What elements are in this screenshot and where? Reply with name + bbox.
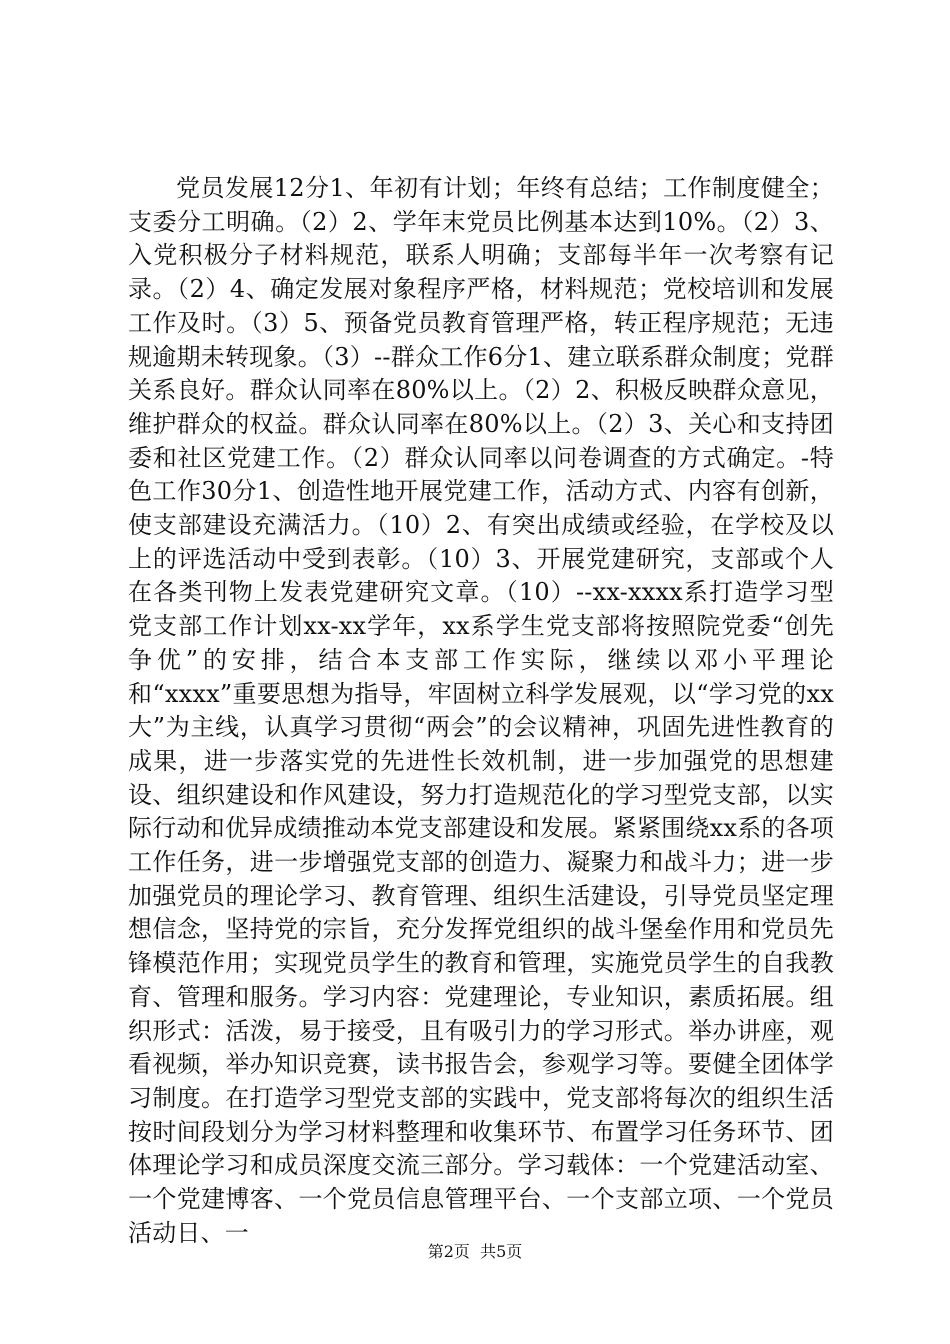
page-footer bbox=[0, 1242, 950, 1262]
page-number: 第2页 共5页 bbox=[427, 1242, 523, 1261]
body-paragraph: 党员发展12分1、年初有计划；年终有总结；工作制度健全；支委分工明确。（2）2、学年末党员比例基本达到10%。（2）3、入党积极分子材料规范，联系人明确；支部每半年一次考察有记录。（2）4、确定发展对象程序严格，材料规范；党校培训和发展工作及时。（3）5、预备党员教育管理严格，转正程序规范；无违规逾期未转现象。（3）--群众工作6分1、建立联系群众制度；党群关系良好。群众认同率在80%以上。（2）2、积极反映群众意见，维护群众的权益。群众认同率在80%以上。（2）3、关心和支持团委和社区党建工作。（2）群众认同率以问卷调查的方式确定。-特色工作30分1、创造性地开展党建工作，活动方式、内容有创新，使支部建设充满活力。（10）2、有突出成绩或经验，在学校及以上的评选活动中受到表彰。（10）3、开展党建研究，支部或个人在各类刊物上发表党建研究文章。（10）--xx-xxxx系打造学习型党支部工作计划xx-xx学年，xx系学生党支部将按照院党委“创先争优”的安排，结合本支部工作实际，继续以邓小平理论和“xxxx”重要思想为指导，牢固树立科学发展观，以“学习党的xx大”为主线，认真学习贯彻“两会”的会议精神，巩固先进性教育的成果，进一步落实党的先进性长效机制，进一步加强党的思想建设、组织建设和作风建设，努力打造规范化的学习型党支部，以实际行动和优异成绩推动本党支部建设和发展。紧紧围绕xx系的各项工作任务，进一步增强党支部的创造力、凝聚力和战斗力；进一步加强党员的理论学习、教育管理、组织生活建设，引导党员坚定理想信念，坚持党的宗旨，充分发挥党组织的战斗堡垒作用和党员先锋模范作用；实现党员学生的教育和管理，实施党员学生的自我教育、管理和服务。学习内容：党建理论，专业知识，素质拓展。组织形式：活泼，易于接受，且有吸引力的学习形式。举办讲座，观看视频，举办知识竞赛，读书报告会，参观学习等。要健全团体学习制度。在打造学习型党支部的实践中，党支部将每次的组织生活按时间段划分为学习材料整理和收集环节、布置学习任务环节、团体理论学习和成员深度交流三部分。学习载体：一个党建活动室、一个党建博客、一个党员信息管理平台、一个支部立项、一个党员活动日、一 bbox=[128, 174, 834, 1247]
